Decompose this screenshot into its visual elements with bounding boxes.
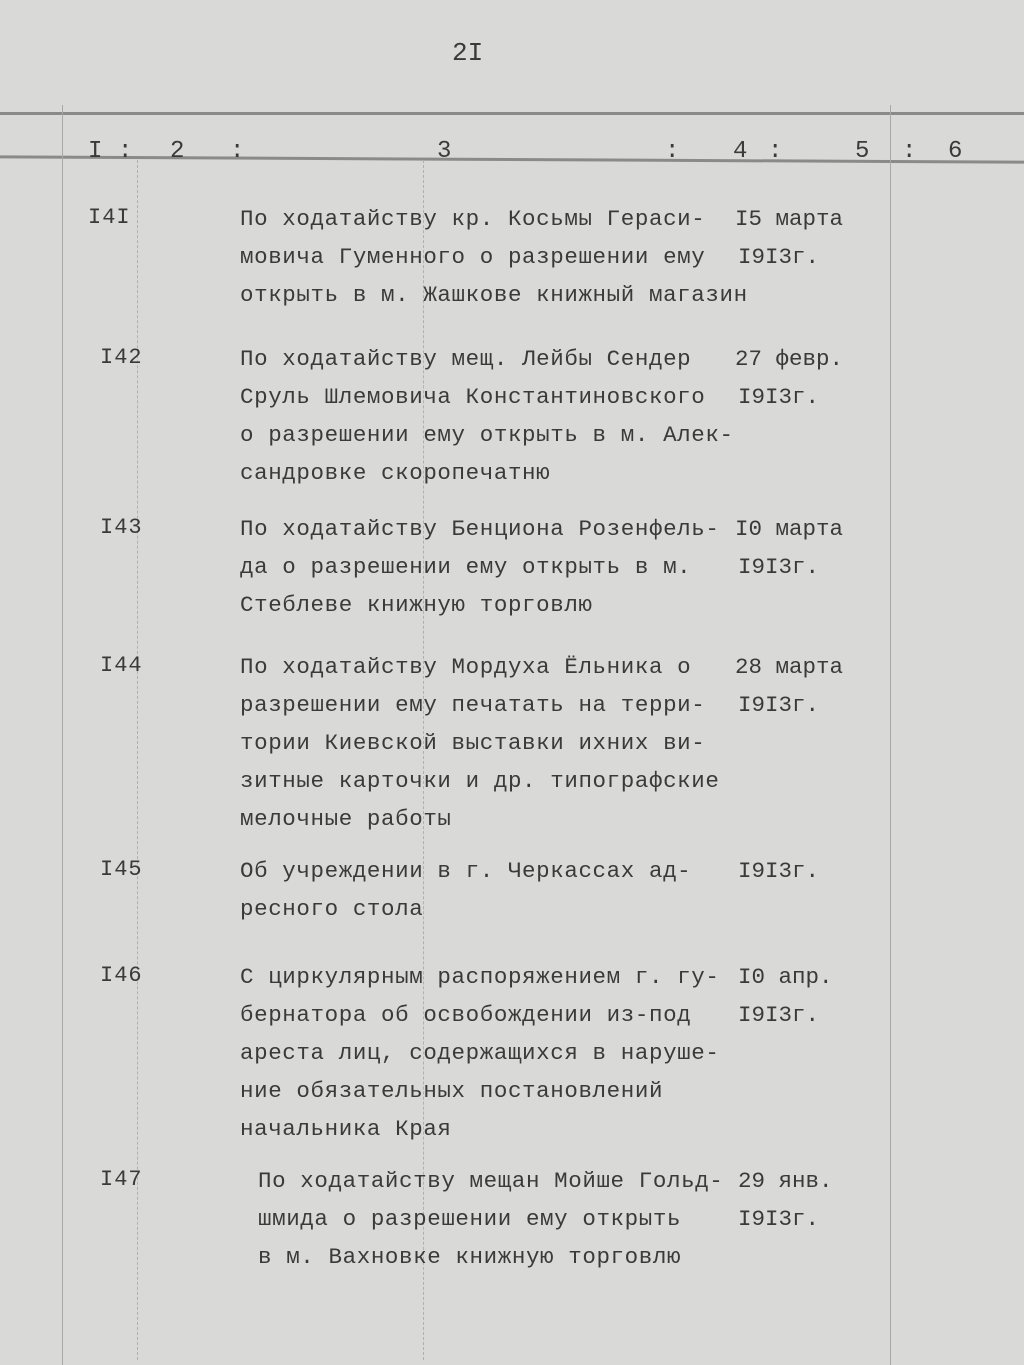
entry-date: I9I3г. bbox=[738, 1206, 820, 1232]
column-header: 5 bbox=[855, 138, 870, 165]
entry-text-line: бернатора об освобождении из-под bbox=[240, 1002, 692, 1028]
header-top-rule bbox=[0, 112, 1024, 115]
column-header: : bbox=[665, 138, 680, 165]
column-header: : bbox=[118, 138, 133, 165]
entry-text-line: тории Киевской выставки ихних ви- bbox=[240, 730, 706, 756]
entry-text-line: По ходатайству мещан Мойше Гольд- bbox=[258, 1168, 724, 1194]
entry-text-line: шмида о разрешении ему открыть bbox=[258, 1206, 682, 1232]
right-column-line bbox=[890, 105, 891, 1365]
entry-date: I9I3г. bbox=[738, 554, 820, 580]
entry-text-line: сандровке скоропечатню bbox=[240, 460, 551, 486]
entry-date: I0 марта bbox=[735, 516, 844, 542]
entry-text-line: да о разрешении ему открыть в м. bbox=[240, 554, 692, 580]
entry-number: I42 bbox=[100, 345, 143, 370]
entry-text-line: По ходатайству кр. Косьмы Гераси- bbox=[240, 206, 706, 232]
entry-date: I0 апр. bbox=[738, 964, 833, 990]
entry-text-line: По ходатайству Бенциона Розенфель- bbox=[240, 516, 720, 542]
entry-date: I9I3г. bbox=[738, 1002, 820, 1028]
left-margin-line bbox=[62, 105, 63, 1365]
entry-text-line: мелочные работы bbox=[240, 806, 452, 832]
entry-number: I44 bbox=[100, 653, 143, 678]
entry-text-line: ресного стола bbox=[240, 896, 424, 922]
entry-text-line: Стеблеве книжную торговлю bbox=[240, 592, 593, 618]
entry-date: I9I3г. bbox=[738, 384, 820, 410]
entry-text-line: ние обязательных постановлений bbox=[240, 1078, 664, 1104]
entry-text-line: в м. Вахновке книжную торговлю bbox=[258, 1244, 682, 1270]
entry-text-line: ареста лиц, содержащихся в наруше- bbox=[240, 1040, 720, 1066]
entry-date: I5 марта bbox=[735, 206, 844, 232]
column-header: 3 bbox=[437, 138, 452, 165]
entry-number: I4I bbox=[88, 205, 131, 230]
entry-number: I45 bbox=[100, 857, 143, 882]
entry-text-line: С циркулярным распоряжением г. гу- bbox=[240, 964, 720, 990]
column-header: : bbox=[230, 138, 245, 165]
entry-date: I9I3г. bbox=[738, 692, 820, 718]
column-header: : bbox=[902, 138, 917, 165]
entry-text-line: Об учреждении в г. Черкассах ад- bbox=[240, 858, 692, 884]
entry-text-line: разрешении ему печатать на терри- bbox=[240, 692, 706, 718]
entry-date: 28 марта bbox=[735, 654, 844, 680]
column-header: I bbox=[88, 138, 103, 165]
entry-date: 29 янв. bbox=[738, 1168, 833, 1194]
column-header: : bbox=[768, 138, 783, 165]
page-number: 2I bbox=[452, 38, 484, 68]
entry-text-line: открыть в м. Жашкове книжный магазин bbox=[240, 282, 748, 308]
entry-text-line: Сруль Шлемовича Константиновского bbox=[240, 384, 706, 410]
entry-date: I9I3г. bbox=[738, 244, 820, 270]
header-bottom-rule bbox=[0, 155, 1024, 163]
column-header: 2 bbox=[170, 138, 185, 165]
entry-text-line: По ходатайству мещ. Лейбы Сендер bbox=[240, 346, 692, 372]
column-header: 6 bbox=[948, 138, 963, 165]
entry-date: 27 февр. bbox=[735, 346, 844, 372]
entry-text-line: о разрешении ему открыть в м. Алек- bbox=[240, 422, 734, 448]
entry-text-line: начальника Края bbox=[240, 1116, 452, 1142]
entry-text-line: мовича Гуменного о разрешении ему bbox=[240, 244, 706, 270]
entry-text-line: зитные карточки и др. типографские bbox=[240, 768, 720, 794]
column-header: 4 bbox=[733, 138, 748, 165]
entry-number: I46 bbox=[100, 963, 143, 988]
entry-number: I47 bbox=[100, 1167, 143, 1192]
entry-text-line: По ходатайству Мордуха Ёльника о bbox=[240, 654, 692, 680]
entry-date: I9I3г. bbox=[738, 858, 820, 884]
entry-number: I43 bbox=[100, 515, 143, 540]
